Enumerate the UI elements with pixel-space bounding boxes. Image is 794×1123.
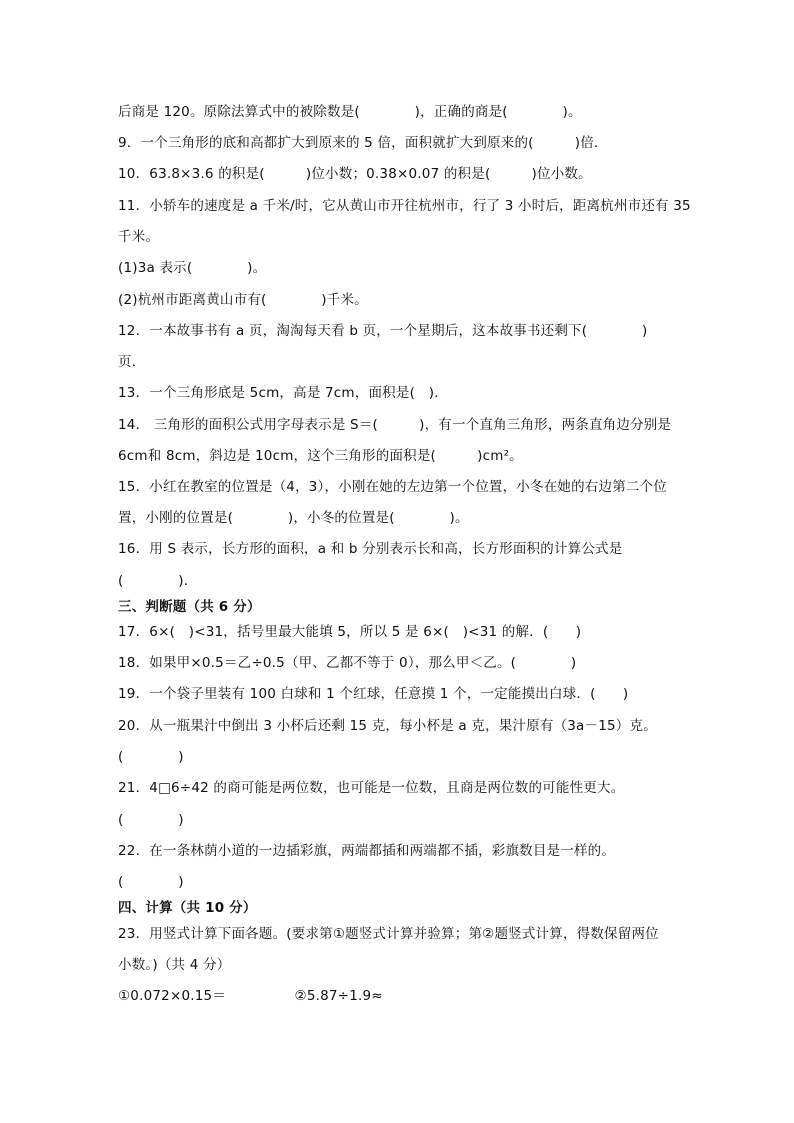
section-4-heading: 四、计算（共 10 分） <box>118 900 257 916</box>
question-9: 9．一个三角形的底和高都扩大到原来的 5 倍，面积就扩大到原来的( )倍． <box>118 135 608 151</box>
question-15: 15．小红在教室的位置是（4，3），小刚在她的左边第一个位置，小冬在她的右边第二个位 <box>118 479 668 495</box>
question-11-part1: (1)3a 表示( )。 <box>118 260 267 276</box>
question-16-line2: ( )． <box>118 573 198 589</box>
question-11: 11．小轿车的速度是 a 千米/时，它从黄山市开往杭州市，行了 3 小时后，距离杭州市还有 35 <box>118 198 691 214</box>
question-11-part2: (2)杭州市距离黄山市有( )千米。 <box>118 292 368 308</box>
section-3-heading: 三、判断题（共 6 分） <box>118 599 261 615</box>
question-23: 23．用竖式计算下面各题。(要求第①题竖式计算并验算；第②题竖式计算，得数保留两位 <box>118 926 659 942</box>
question-14: 14． 三角形的面积公式用字母表示是 S＝( )，有一个直角三角形，两条直角边分别是 <box>118 417 672 433</box>
question-13: 13．一个三角形底是 5cm，高是 7cm，面积是( )． <box>118 385 448 401</box>
question-12: 12．一本故事书有 a 页，淘淘每天看 b 页，一个星期后，这本故事书还剩下( ) <box>118 323 648 339</box>
question-16: 16．用 S 表示，长方形的面积，a 和 b 分别表示长和高，长方形面积的计算公式是 <box>118 541 623 557</box>
question-18: 18．如果甲×0.5＝乙÷0.5（甲、乙都不等于 0），那么甲＜乙。( ) <box>118 655 577 671</box>
question-21: 21．4□6÷42 的商可能是两位数，也可能是一位数，且商是两位数的可能性更大。 <box>118 780 625 796</box>
question-21-answer: ( ) <box>118 812 184 828</box>
question-22: 22．在一条林荫小道的一边插彩旗，两端都插和两端都不插，彩旗数目是一样的。 <box>118 843 616 859</box>
question-12-line2: 页． <box>118 354 146 370</box>
question-23-line2: 小数。)（共 4 分） <box>118 957 231 973</box>
question-23-items: ①0.072×0.15＝ ②5.87÷1.9≈ <box>118 988 383 1004</box>
question-15-line2: 置，小刚的位置是( )，小冬的位置是( )。 <box>118 510 469 526</box>
question-11-line2: 千米。 <box>118 229 160 245</box>
question-10: 10．63.8×3.6 的积是( )位小数；0.38×0.07 的积是( )位小数。 <box>118 166 592 182</box>
question-20-answer: ( ) <box>118 749 184 765</box>
question-22-answer: ( ) <box>118 874 184 890</box>
question-19: 19．一个袋子里装有 100 白球和 1 个红球，任意摸 1 个，一定能摸出白球．( ) <box>118 686 629 702</box>
question-17: 17．6×( )<31，括号里最大能填 5，所以 5 是 6×( )<31 的解．( ) <box>118 624 582 640</box>
q8-continuation: 后商是 120。原除法算式中的被除数是( )，正确的商是( )。 <box>118 104 582 120</box>
question-20: 20．从一瓶果汁中倒出 3 小杯后还剩 15 克，每小杯是 a 克，果汁原有（3a－15）克。 <box>118 718 657 734</box>
question-14-line2: 6cm和 8cm，斜边是 10cm，这个三角形的面积是( )cm²。 <box>118 448 523 464</box>
